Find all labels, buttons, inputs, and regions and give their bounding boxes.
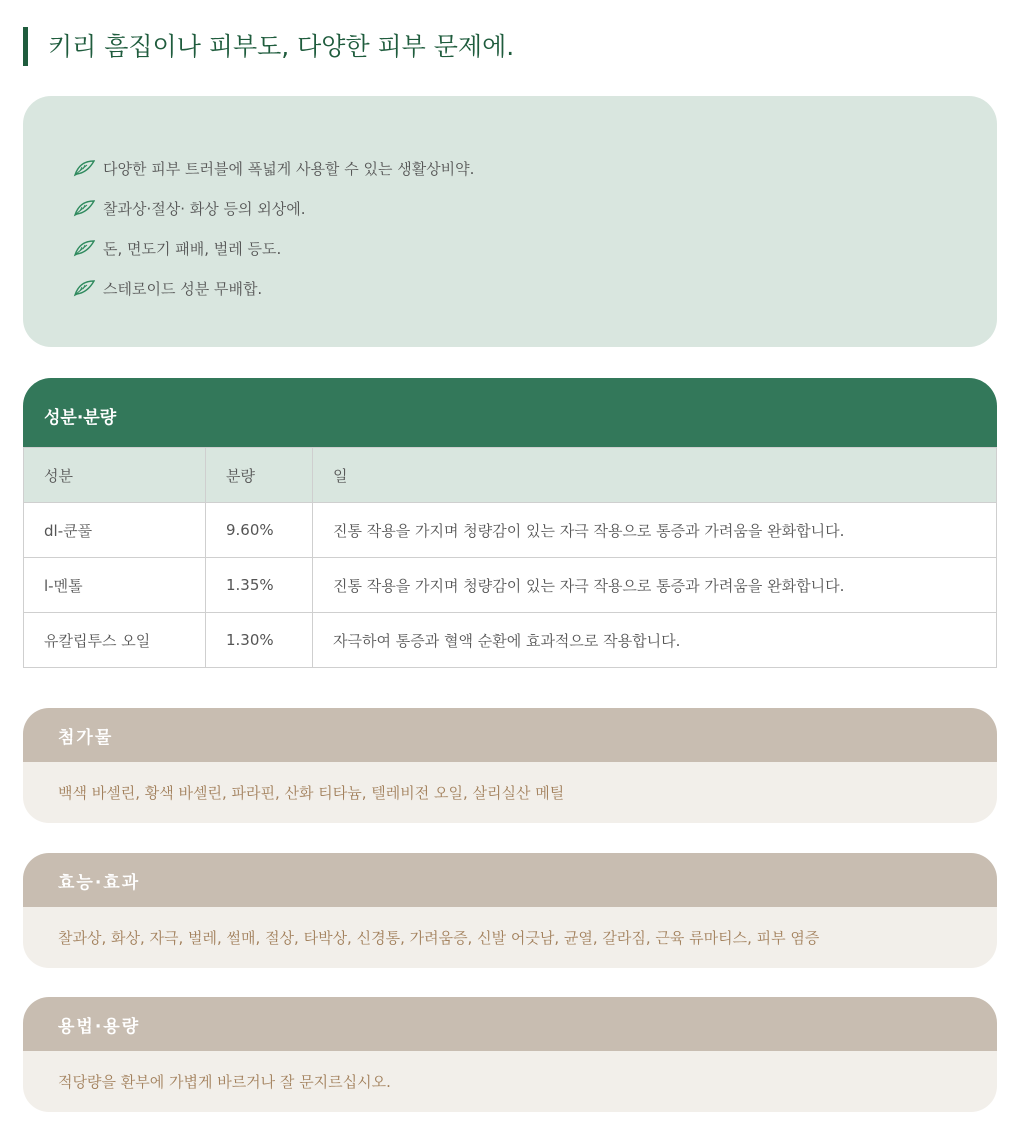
feature-text: 찰과상·절상· 화상 등의 외상에. <box>103 199 306 218</box>
page-title: 키리 흠집이나 피부도, 다양한 피부 문제에. <box>48 32 515 61</box>
feature-list <box>73 148 997 308</box>
feature-item <box>73 268 997 308</box>
additives-text: 백색 바셀린, 황색 바셀린, 파라핀, 산화 티타늄, 텔레비전 오일, 살리실산 메틸 <box>23 762 997 823</box>
features-panel <box>23 96 997 347</box>
table-row <box>24 613 997 668</box>
table-row <box>24 558 997 613</box>
leaf-icon <box>73 279 95 297</box>
feature-item <box>73 228 997 268</box>
column-header-effect: 일 <box>313 448 997 503</box>
efficacy-text: 찰과상, 화상, 자극, 벌레, 썰매, 절상, 타박상, 신경통, 가려움증, 신발 어긋남, 균열, 갈라짐, 근육 류마티스, 피부 염증 <box>23 907 997 968</box>
ingredient-amount: 1.30% <box>206 613 313 668</box>
additives-title: 첨가물 <box>23 708 997 762</box>
additives-section <box>23 708 997 823</box>
feature-text: 스테로이드 성분 무배합. <box>103 279 263 298</box>
ingredient-name: l-멘톨 <box>24 558 206 613</box>
ingredient-amount: 1.35% <box>206 558 313 613</box>
table-header-row <box>24 448 997 503</box>
efficacy-title: 효능·효과 <box>23 853 997 907</box>
table-row <box>24 503 997 558</box>
feature-item <box>73 188 997 228</box>
leaf-icon <box>73 239 95 257</box>
ingredients-table <box>23 447 997 668</box>
ingredients-section <box>23 378 997 668</box>
ingredients-title: 성분·분량 <box>23 378 997 447</box>
ingredient-effect: 자극하여 통증과 혈액 순환에 효과적으로 작용합니다. <box>313 613 997 668</box>
leaf-icon <box>73 159 95 177</box>
page-headline <box>23 27 514 66</box>
ingredient-name: 유칼립투스 오일 <box>24 613 206 668</box>
ingredient-amount: 9.60% <box>206 503 313 558</box>
leaf-icon <box>73 199 95 217</box>
efficacy-section <box>23 853 997 968</box>
feature-text: 돈, 면도기 패배, 벌레 등도. <box>103 239 282 258</box>
feature-item <box>73 148 997 188</box>
usage-section <box>23 997 997 1112</box>
column-header-ingredient: 성분 <box>24 448 206 503</box>
usage-title: 용법·용량 <box>23 997 997 1051</box>
ingredient-name: dl-쿤풀 <box>24 503 206 558</box>
usage-text: 적당량을 환부에 가볍게 바르거나 잘 문지르십시오. <box>23 1051 997 1112</box>
ingredient-effect: 진통 작용을 가지며 청량감이 있는 자극 작용으로 통증과 가려움을 완화합니다. <box>313 558 997 613</box>
feature-text: 다양한 피부 트러블에 폭넓게 사용할 수 있는 생활상비약. <box>103 159 475 178</box>
column-header-amount: 분량 <box>206 448 313 503</box>
ingredient-effect: 진통 작용을 가지며 청량감이 있는 자극 작용으로 통증과 가려움을 완화합니다. <box>313 503 997 558</box>
